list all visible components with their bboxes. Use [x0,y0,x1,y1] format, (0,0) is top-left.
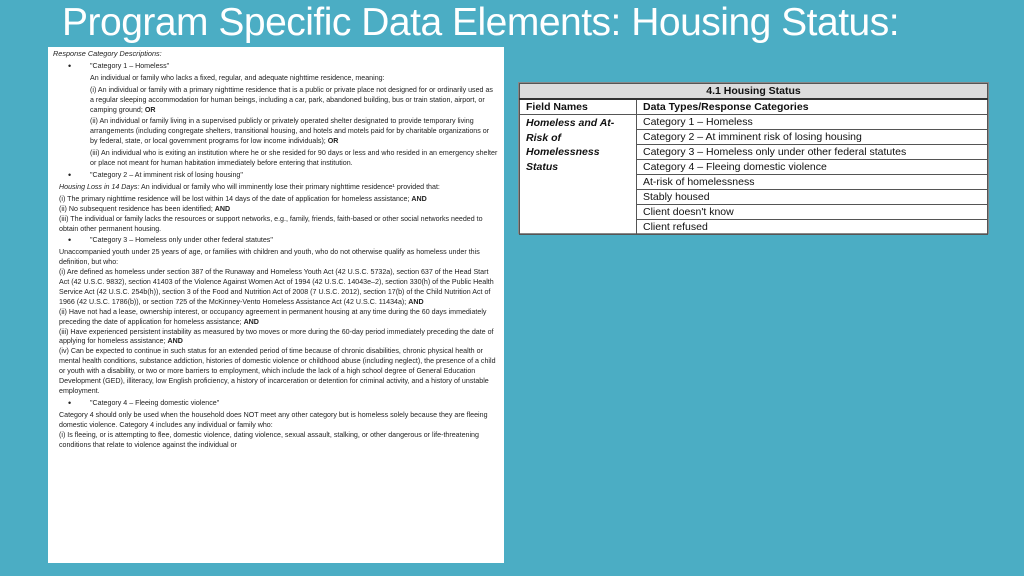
response-category-document [48,47,504,563]
category-2-description [59,183,498,235]
category-2-item [53,171,498,181]
bullet-icon: • [68,60,72,71]
bullet-icon: • [68,235,72,246]
category-3-intro: Unaccompanied youth under 25 years of age, or families with children and youth, who do not otherwise qualify as homeless under this definition, but who: (i) Are defined as homeless under section 387 of the Runaway and Homeless Youth Act (42 U.S.C. 5732a), section 637 of the Head Start Act (42 U.S.C. 9832), section 41403 of the Violence Against Women Act of 1994 (42 U.S.C. 14043e–2), section 330(h) of the Public Health Service Act (42 U.S.C. 254b(h)), section 3 of the Food and Nutrition Act of 2008 (7 U.S.C. 2012), section 17(b) of the Child Nutrition Act of 1966 (42 U.S.C. 1786(b)), or section 725 of the McKinney-Vento Homeless Assistance Act (42 U.S.C. 11434a); AND (ii) Have not had a lease, ownership interest, or occupancy agreement in permanent housing at any time during the 60 days immediately preceding the date of application for homeless assistance; AND (iii) Have experienced persistent instability as measured by two moves or more during the 60-day period immediately preceding the date of applying for homeless assistance; AND (iv) Can be expected to continue in such status for an extended period of time because of chronic disabilities, chronic physical health or mental health conditions, substance addiction, histories of domestic violence or childhood abuse (including neglect), the presence of a child or youth with a disability, or two or more barriers to employment, which include the lack of a high school degree of General Education Development (GED), illiteracy, low English proficiency, a history of incarceration or detention for criminal activity, and a history of unstable employment. [59,248,496,395]
response-category-cell: Category 3 – Homeless only under other federal statutes [637,145,988,160]
field-name-cell: Homeless and At-Risk of Homelessness Status [520,115,637,235]
category-2-title: "Category 2 – At imminent risk of losing housing" [90,170,243,179]
category-4-item [53,399,498,409]
table-row [520,115,988,130]
column-header-response-categories: Data Types/Response Categories [637,99,988,115]
category-4-description [59,411,498,451]
category-1-item [53,62,498,72]
category-2-intro: Housing Loss in 14 Days: An individual or family who will imminently lose their primary nighttime residence¹ provided that: [59,182,440,191]
category-1-title: "Category 1 – Homeless" [90,61,170,70]
housing-status-table [518,82,989,234]
category-1-clause-ii: (ii) An individual or family living in a supervised publicly or privately operated shelter designated to provide temporary living arrangements (including congregate shelters, transitional housing, and hotels and motels paid for by charitable organizations or by federal, state, or local government programs for low income individuals); OR [90,117,490,146]
response-category-cell: Stably housed [637,190,988,205]
response-category-cell: Client refused [637,220,988,235]
category-1-clause-iii: (iii) An individual who is exiting an institution where he or she resided for 90 days or less and who resided in an emergency shelter or place not meant for human habitation immediately before entering that institution. [90,149,498,168]
slide-title: Program Specific Data Elements: Housing Status: [62,1,900,44]
category-3-item [53,236,498,246]
category-1-description [90,74,498,169]
category-3-description [59,248,498,397]
response-category-cell: Category 1 – Homeless [637,115,988,130]
document-heading: Response Category Descriptions: [53,49,162,58]
category-4-intro: Category 4 should only be used when the household does NOT meet any other category but is homeless solely because they are fleeing domestic violence. Category 4 includes any individual or family who: (i) Is fleeing, or is attempting to flee, domestic violence, dating violence, sexual assault, stalking, or other dangerous or life-threatening conditions that relate to violence against the individual or [59,410,488,449]
bullet-icon: • [68,169,72,180]
response-category-cell: Client doesn't know [637,205,988,220]
category-3-title: "Category 3 – Homeless only under other federal statutes" [90,236,273,245]
response-category-cell: Category 2 – At imminent risk of losing housing [637,130,988,145]
category-1-clause-i: (i) An individual or family with a primary nighttime residence that is a public or private place not designed for or ordinarily used as a regular sleeping accommodation for human beings, including a car, park, abandoned building, bus or train station, airport, or camping ground; OR [90,85,493,114]
response-category-cell: At-risk of homelessness [637,175,988,190]
response-category-cell: Category 4 – Fleeing domestic violence [637,160,988,175]
bullet-icon: • [68,397,72,408]
category-4-title: "Category 4 – Fleeing domestic violence" [90,398,220,407]
column-header-field-names: Field Names [520,99,637,115]
table-caption: 4.1 Housing Status [520,84,988,100]
category-2-clause-i: (i) The primary nighttime residence will be lost within 14 days of the date of application for homeless assistance; AND (ii) No subsequent residence has been identified; AND (iii) The individual or family lacks the resources or support networks, e.g., family, friends, faith-based or other social networks needed to obtain other permanent housing. [59,194,483,233]
category-1-intro: An individual or family who lacks a fixed, regular, and adequate nighttime residence, meaning: [90,73,385,82]
